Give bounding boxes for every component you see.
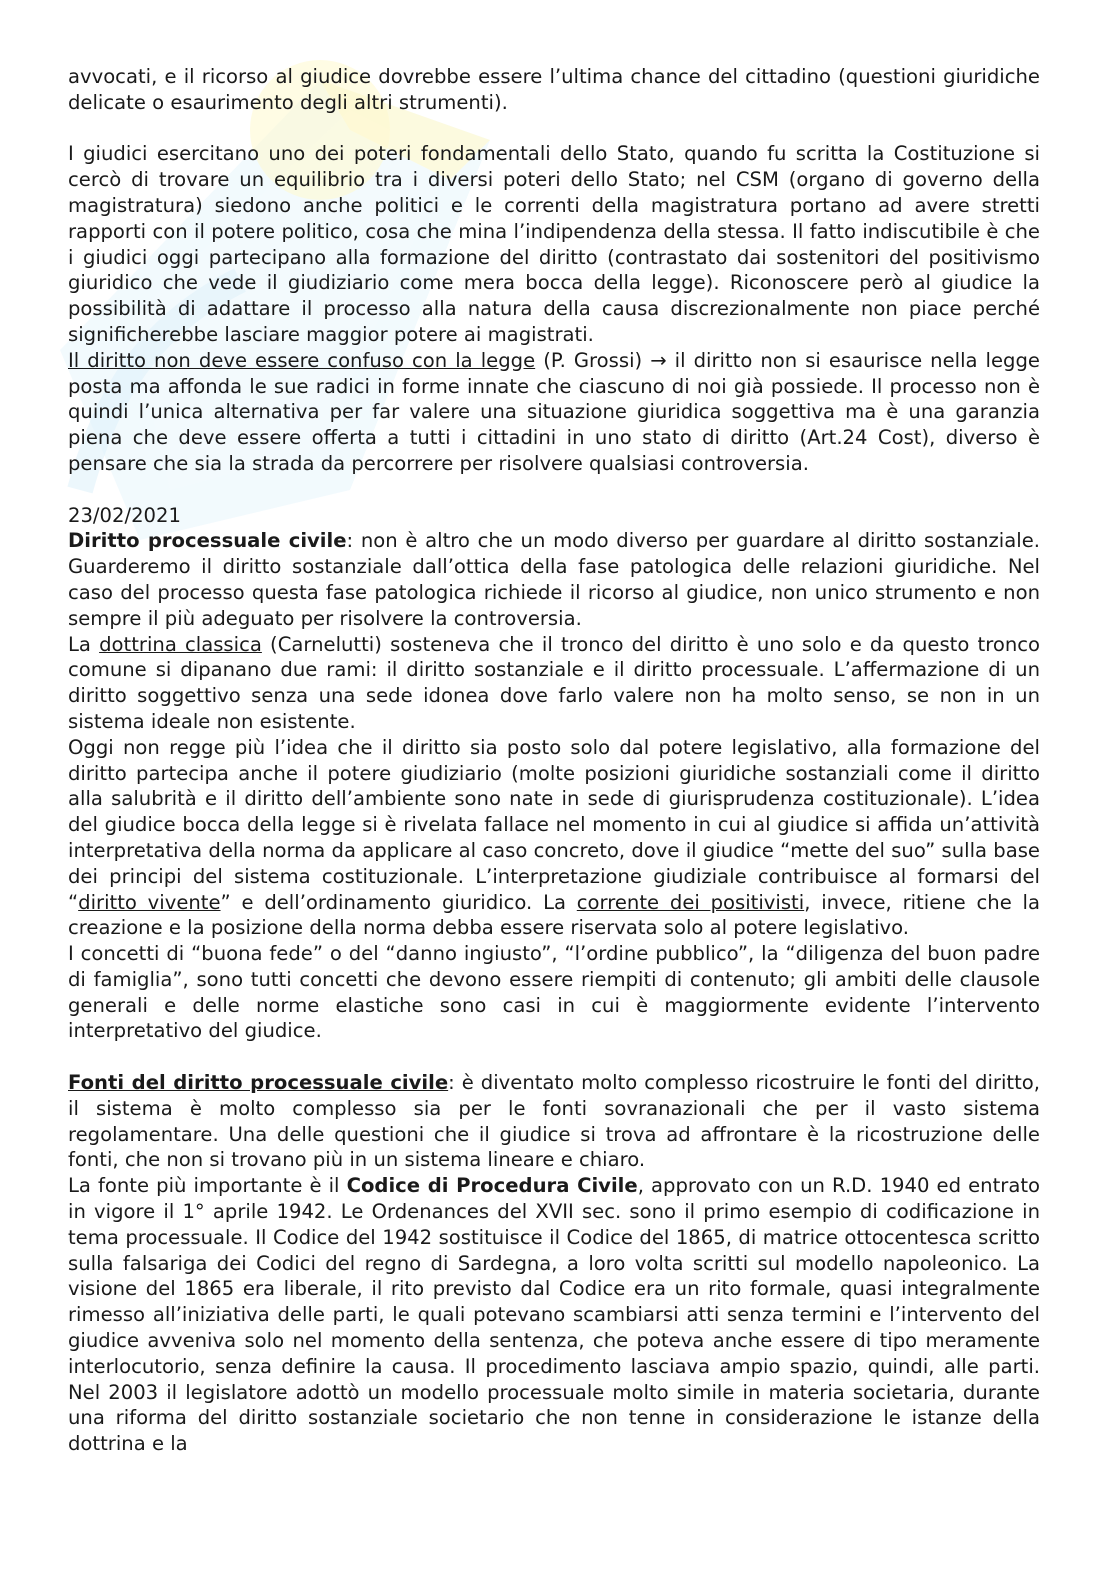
paragraph-diritto-legge <box>68 348 1040 477</box>
paragraph-fonti <box>68 1070 1040 1173</box>
text-segment: il diritto non si esaurisce nella legge posta ma affonda le sue radici in forme innate che ciascuno di noi già possiede. Il processo non è quindi l’unica alternativa per far valere una situazione giuridica soggettiva ma è una garanzia piena che deve essere offerta a tutti i cittadini in uno stato di diritto (Art.24 Cost), diverso è pensare che sia la strada da percorrere per risolvere qualsiasi controversia. <box>68 348 1040 475</box>
underlined-phrase-corrente-positivisti: corrente dei positivisti <box>576 890 805 914</box>
paragraph-concetti: I concetti di “buona fede” o del “danno ingiusto”, “l’ordine pubblico”, la “diligenza del buon padre di famiglia”, sono tutti concetti che devono essere riempiti di contenuto; gli ambiti delle clausole generali e delle norme elastiche sono casi in cui è maggiormente evidente l’intervento interpretativo del giudice. <box>68 942 1040 1043</box>
spacer <box>68 116 1040 142</box>
heading-fonti-diritto-processuale: Fonti del diritto processuale civile <box>68 1071 449 1095</box>
text-segment: , invece, ritiene che la creazione e la posizione della norma debba essere riservata solo al potere legislativo. <box>68 890 1040 940</box>
arrow-right-icon: → <box>650 348 667 372</box>
paragraph-diritto-processuale <box>68 528 1040 631</box>
underlined-phrase-dottrina-classica: dottrina classica <box>99 632 262 656</box>
paragraph-giudici: I giudici esercitano uno dei poteri fondamentali dello Stato, quando fu scritta la Costituzione si cercò di trovare un equilibrio tra i diversi poteri dello Stato; nel CSM (organo di governo della magistratura) siedono anche politici e le correnti della magistratura portano ad avere stretti rapporti con il potere politico, cosa che mina l’indipendenza della stessa. Il fatto indiscutibile è che i giudici oggi partecipano alla formazione del diritto (contrastato dai sostenitori del positivismo giuridico che vede il giudiziario come mera bocca della legge). Riconoscere però al giudice la possibilità di adattare il processo alla natura della causa discrezionalmente non piace perché significherebbe lasciare maggior potere ai magistrati. <box>68 142 1040 346</box>
paragraph-codice <box>68 1173 1040 1457</box>
bold-term-diritto-processuale-civile: Diritto processuale civile <box>68 529 347 553</box>
paragraph-oggi <box>68 735 1040 941</box>
text-segment: : è diventato molto complesso ricostruire le fonti del diritto, il sistema è molto complesso sia per le fonti sovranazionali che per il vasto sistema regolamentare. Una delle questioni che il giudice si trova ad affrontare è la ricostruzione delle fonti, che non si trovano più in un sistema lineare e chiaro. <box>68 1071 1040 1172</box>
text-segment: La <box>68 632 100 656</box>
text-segment: Oggi non regge più l’idea che il diritto sia posto solo dal potere legislativo, alla formazione del diritto partecipa anche il potere giudiziario (molte posizioni giuridiche sostanziali come il diritto alla salubrità e il diritto dell’ambiente sono nate in sede di giurisprudenza costituzionale). L’idea del giudice bocca della legge si è rivelata fallace nel momento in cui al giudice si affida un’attività interpretativa della norma da applicare al caso concreto, dove il giudice “mette del suo” sulla base dei principi del sistema costituzionale. L’interpretazione giudiziale contribuisce al formarsi del “ <box>68 735 1040 914</box>
document-page <box>68 64 1040 1457</box>
text-segment: , approvato con un R.D. 1940 ed entrato in vigore il 1° aprile 1942. Le Ordenances del XVII sec. sono il primo esempio di codificazione in tema processuale. Il Codice del 1942 sostituisce il Codice del 1865, di matrice ottocentesca scritto sulla falsariga dei Codici del regno di Sardegna, a loro volta scritti sul modello napoleonico. La visione del 1865 era liberale, il rito previsto dal Codice era un rito formale, quasi integralmente rimesso all’iniziativa delle parti, le quali potevano scambiarsi atti senza termini e l’intervento del giudice avveniva solo nel momento della sentenza, che poteva anche essere di tipo meramente interlocutorio, senza definire la causa. Il procedimento lasciava ampio spazio, quindi, alle parti. Nel 2003 il legislatore adottò un modello processuale molto simile in materia societaria, durante una riforma del diritto sostanziale societario che non tenne in considerazione le istanze della dottrina e la <box>68 1174 1040 1456</box>
spacer <box>68 477 1040 503</box>
paragraph-avvocati: avvocati, e il ricorso al giudice dovrebbe essere l’ultima chance del cittadino (questioni giuridiche delicate o esaurimento degli altri strumenti). <box>68 65 1040 114</box>
text-segment: La fonte più importante è il <box>68 1174 347 1198</box>
paragraph-dottrina-classica <box>68 632 1040 735</box>
underlined-phrase-diritto-legge: Il diritto non deve essere confuso con la legge <box>68 348 536 372</box>
spacer <box>68 1044 1040 1070</box>
text-segment: : non è altro che un modo diverso per guardare al diritto sostanziale. Guarderemo il diritto sostanziale dall’ottica della fase patologica delle relazioni giuridiche. Nel caso del processo questa fase patologica richiede il ricorso al giudice, non unico strumento e non sempre il più adeguato per risolvere la controversia. <box>68 529 1040 630</box>
text-segment: (Carnelutti) sosteneva che il tronco del diritto è uno solo e da questo tronco comune si dipanano due rami: il diritto sostanziale e il diritto processuale. L’affermazione di un diritto soggettivo senza una sede idonea dove farlo valere non ha molto senso, se non in un sistema ideale non esistente. <box>68 632 1040 733</box>
text-segment: (P. Grossi) <box>535 348 651 372</box>
lecture-date: 23/02/2021 <box>68 503 181 527</box>
bold-term-codice-procedura-civile: Codice di Procedura Civile <box>346 1174 638 1198</box>
text-segment: ” e dell’ordinamento giuridico. La <box>220 890 577 914</box>
underlined-phrase-diritto-vivente: diritto vivente <box>78 890 221 914</box>
